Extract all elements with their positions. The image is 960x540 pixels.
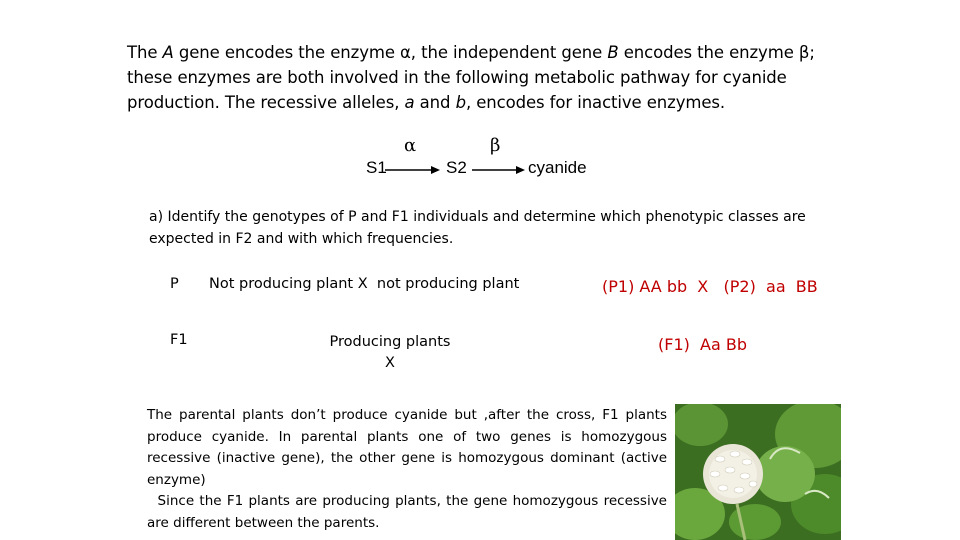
enzyme-alpha-label: α <box>404 135 417 156</box>
generation-label-p: P <box>170 276 179 292</box>
intro-text: gene encodes the enzyme α, the independent gene <box>173 43 608 62</box>
enzyme-beta-label: β <box>490 135 501 156</box>
explanation-text: The parental plants don’t produce cyanide but ,after the cross, F1 plants produce cyanide. In parental plants one of two genes is homozygous recessive (inactive gene), the other gene is homozygous dominant (active enzyme) <box>147 407 667 488</box>
pathway-arrows <box>380 160 540 180</box>
allele-b-label: b <box>455 93 466 112</box>
gene-a-label: A <box>162 43 174 62</box>
generation-label-f1: F1 <box>170 332 188 348</box>
allele-a-label: a <box>404 93 415 112</box>
product-cyanide: cyanide <box>528 158 587 177</box>
f1-phenotype <box>300 332 480 374</box>
arrow-right-icon <box>472 166 525 174</box>
question-a: a) Identify the genotypes of P and F1 individuals and determine which phenotypic classes are expected in F2 and with which frequencies. <box>149 209 806 247</box>
explanation-text: Since the F1 plants are producing plants, the gene homozygous recessive are different between the parents. <box>147 493 672 531</box>
intro-text: encodes the enzyme β; these enzymes are both involved in the following metabolic pathway for cyanide production. The recessive alleles, <box>127 43 815 112</box>
f1-phenotype-line: X <box>385 355 395 371</box>
intro-paragraph <box>127 40 827 115</box>
substrate-s2: S2 <box>446 158 467 177</box>
intro-text: , encodes for inactive enzymes. <box>465 93 726 112</box>
substrate-s1: S1 <box>366 158 387 177</box>
f1-phenotype-line: Producing plants <box>329 334 451 350</box>
intro-text: The <box>127 43 163 62</box>
p-genotype: (P1) AA bb X (P2) aa BB <box>602 277 818 296</box>
f1-genotype: (F1) Aa Bb <box>658 335 748 354</box>
explanation-paragraph <box>147 405 672 534</box>
arrow-right-icon <box>385 166 440 174</box>
p-phenotype: Not producing plant X not producing plant <box>209 276 520 292</box>
intro-text: and <box>414 93 456 112</box>
clover-image <box>675 404 841 540</box>
gene-b-label: B <box>607 43 619 62</box>
white-clover-photo <box>675 404 841 540</box>
